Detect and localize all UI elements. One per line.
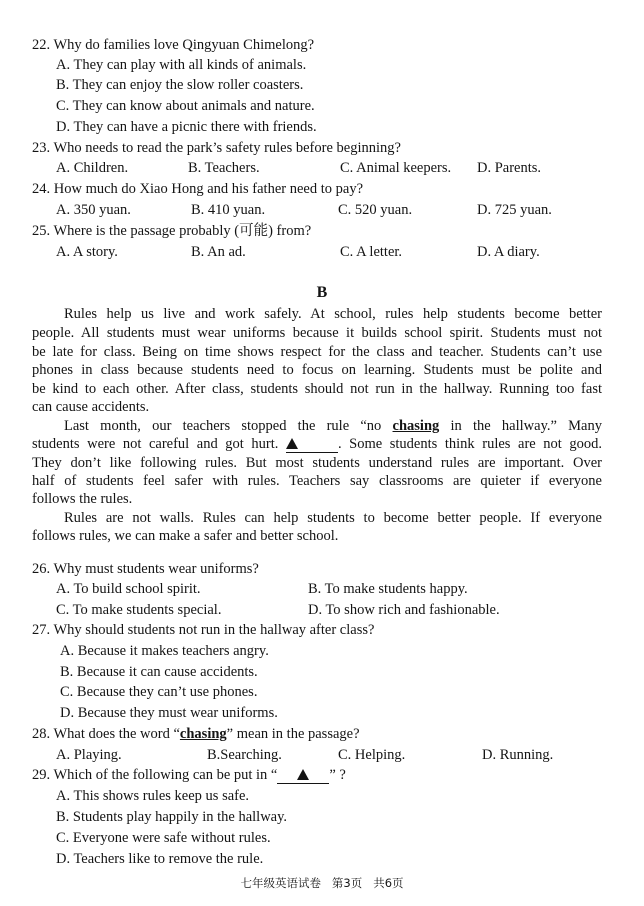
passage-p1-line-4: phones in class because students need to focus on learning. Students must be polite and (32, 362, 602, 378)
answer-blank (286, 438, 338, 453)
passage-p2-line-2 (32, 435, 602, 453)
question-27-option-d: D. Because they must wear uniforms. (60, 705, 278, 721)
question-28-option-a: A. Playing. (56, 747, 122, 763)
question-29-stem-text: ” ? (329, 767, 346, 783)
keyword-chasing: chasing (392, 418, 440, 434)
passage-p1-line-1: Rules help us live and work safely. At school, rules help students become better (64, 306, 602, 322)
question-26-option-d: D. To show rich and fashionable. (308, 602, 500, 618)
question-22-stem: 22. Why do families love Qingyuan Chimelong? (32, 37, 315, 53)
question-25-option-c: C. A letter. (340, 244, 403, 260)
triangle-icon (286, 438, 298, 449)
passage-p2-line-4: half of students feel safer with rules. Teachers say classrooms are quieter if everyone (32, 473, 602, 489)
question-22-option-b: B. They can enjoy the slow roller coasters. (56, 77, 304, 93)
question-24-option-c: C. 520 yuan. (338, 202, 413, 218)
question-29-option-d: D. Teachers like to remove the rule. (56, 851, 264, 867)
question-22-option-c: C. They can know about animals and nature. (56, 98, 315, 114)
question-28-stem (32, 725, 360, 743)
question-23-option-a: A. Children. (56, 160, 129, 176)
question-22-option-a: A. They can play with all kinds of animals. (56, 57, 307, 73)
passage-p2-line-5: follows the rules. (32, 491, 133, 507)
passage-text: students were not careful and got hurt. (32, 436, 286, 452)
passage-p1-line-5: be kind to each other. After class, students should not run in the hallway. Running too fast (32, 381, 602, 397)
question-28-stem-text: 28. What does the word “ (32, 726, 180, 742)
passage-p2-line-1 (32, 417, 602, 435)
section-title: B (316, 284, 328, 301)
question-27-stem: 27. Why should students not run in the hallway after class? (32, 622, 375, 638)
question-25-option-d: D. A diary. (477, 244, 540, 260)
question-27-option-b: B. Because it can cause accidents. (60, 664, 258, 680)
passage-p3-line-2: follows rules, we can make a safer and better school. (32, 528, 339, 544)
question-29-stem (32, 766, 346, 784)
question-28-option-d: D. Running. (482, 747, 554, 763)
question-23-option-d: D. Parents. (477, 160, 542, 176)
question-24-stem: 24. How much do Xiao Hong and his father need to pay? (32, 181, 364, 197)
passage-p3-line-1: Rules are not walls. Rules can help students to become better people. If everyone (64, 510, 602, 526)
question-25-option-b: B. An ad. (191, 244, 246, 260)
passage-text: . Some students think rules are not good. (337, 436, 603, 452)
question-23-stem: 23. Who needs to read the park’s safety rules before beginning? (32, 140, 401, 156)
question-25-stem: 25. Where is the passage probably (可能) from? (32, 223, 312, 239)
passage-p1-line-3: be late for class. Being on time shows respect for the class and teacher. Students can’t use (32, 344, 602, 360)
question-23-option-c: C. Animal keepers. (340, 160, 452, 176)
answer-blank (277, 769, 329, 784)
question-26-option-c: C. To make students special. (56, 602, 222, 618)
question-29-stem-text: 29. Which of the following can be put in “ (32, 767, 278, 783)
question-27-option-c: C. Because they can’t use phones. (60, 684, 258, 700)
passage-p1-line-6: can cause accidents. (32, 399, 150, 415)
keyword-chasing: chasing (179, 726, 227, 742)
question-27-option-a: A. Because it makes teachers angry. (60, 643, 269, 659)
question-23-option-b: B. Teachers. (188, 160, 260, 176)
question-29-option-a: A. This shows rules keep us safe. (56, 788, 250, 804)
question-24-option-b: B. 410 yuan. (191, 202, 266, 218)
question-25-option-a: A. A story. (56, 244, 118, 260)
question-26-stem: 26. Why must students wear uniforms? (32, 561, 259, 577)
triangle-icon (297, 769, 309, 780)
question-28-stem-text: ” mean in the passage? (226, 726, 360, 742)
passage-p2-line-3: They don’t like following rules. But most students understand rules are important. Over (32, 455, 602, 471)
question-29-option-c: C. Everyone were safe without rules. (56, 830, 271, 846)
question-28-option-c: C. Helping. (338, 747, 406, 763)
question-24-option-a: A. 350 yuan. (56, 202, 131, 218)
passage-text: Last month, our teachers stopped the rule “no (64, 418, 393, 434)
question-26-option-b: B. To make students happy. (308, 581, 468, 597)
question-29-option-b: B. Students play happily in the hallway. (56, 809, 288, 825)
question-28-option-b: B.Searching. (207, 747, 282, 763)
passage-p1-line-2: people. All students must wear uniforms because it builds school spirit. Students must not (32, 325, 602, 341)
question-24-option-d: D. 725 yuan. (477, 202, 552, 218)
question-22-option-d: D. They can have a picnic there with friends. (56, 119, 317, 135)
passage-text: in the hallway.” Many (439, 418, 602, 434)
question-26-option-a: A. To build school spirit. (56, 581, 201, 597)
page-footer: 七年级英语试卷 第3页 共6页 (240, 876, 404, 890)
